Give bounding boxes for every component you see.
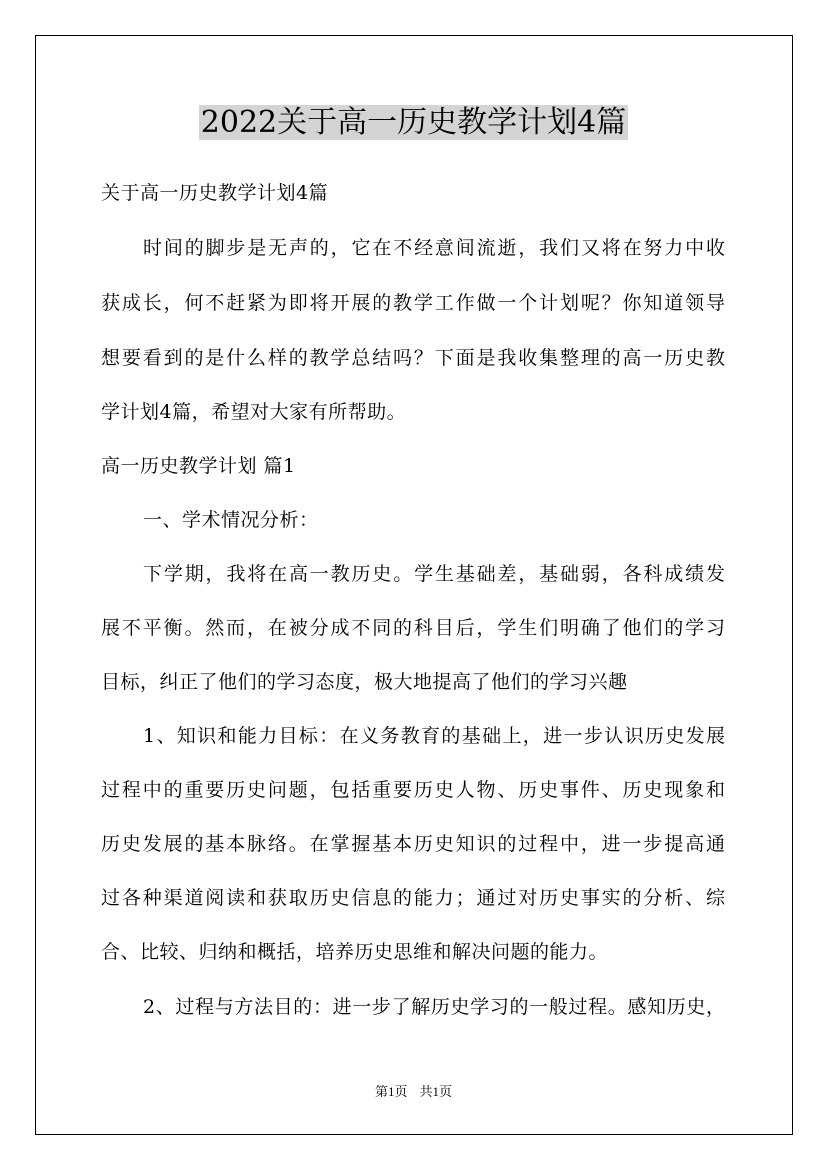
document-title-text: 2022关于高一历史教学计划4篇: [200, 105, 627, 140]
paragraph-line: 想要看到的是什么样的教学总结吗？下面是我收集整理的高一历史教: [101, 347, 725, 369]
page-footer: [0, 1083, 827, 1101]
paragraph-line: 过程中的重要历史问题，包括重要历史人物、历史事件、历史现象和: [101, 779, 725, 801]
paragraph-line: 时间的脚步是无声的，它在不经意间流逝，我们又将在努力中收: [143, 237, 725, 259]
page-number: 第1页: [374, 1084, 408, 1099]
section-heading: 高一历史教学计划 篇1: [101, 455, 296, 477]
paragraph-line: 过各种渠道阅读和获取历史信息的能力；通过对历史事实的分析、综: [101, 887, 725, 909]
paragraph-line: 展不平衡。然而，在被分成不同的科目后，学生们明确了他们的学习: [101, 617, 725, 639]
paragraph-line: 获成长，何不赶紧为即将开展的教学工作做一个计划呢？你知道领导: [101, 292, 725, 314]
subtitle-line: 关于高一历史教学计划4篇: [101, 182, 329, 204]
paragraph-line: 学计划4篇，希望对大家有所帮助。: [101, 401, 407, 423]
subsection-heading: 一、学术情况分析：: [143, 509, 319, 531]
paragraph-line: 2、过程与方法目的：进一步了解历史学习的一般过程。感知历史，: [143, 996, 725, 1018]
document-title: [0, 101, 827, 145]
paragraph-line: 目标，纠正了他们的学习态度，极大地提高了他们的学习兴趣: [101, 671, 628, 693]
page-total: 共1页: [419, 1084, 453, 1099]
paragraph-line: 下学期，我将在高一教历史。学生基础差，基础弱，各科成绩发: [143, 563, 725, 585]
paragraph-line: 1、知识和能力目标：在义务教育的基础上，进一步认识历史发展: [143, 725, 725, 747]
paragraph-line: 合、比较、归纳和概括，培养历史思维和解决问题的能力。: [101, 941, 609, 963]
paragraph-line: 历史发展的基本脉络。在掌握基本历史知识的过程中，进一步提高通: [101, 833, 725, 855]
